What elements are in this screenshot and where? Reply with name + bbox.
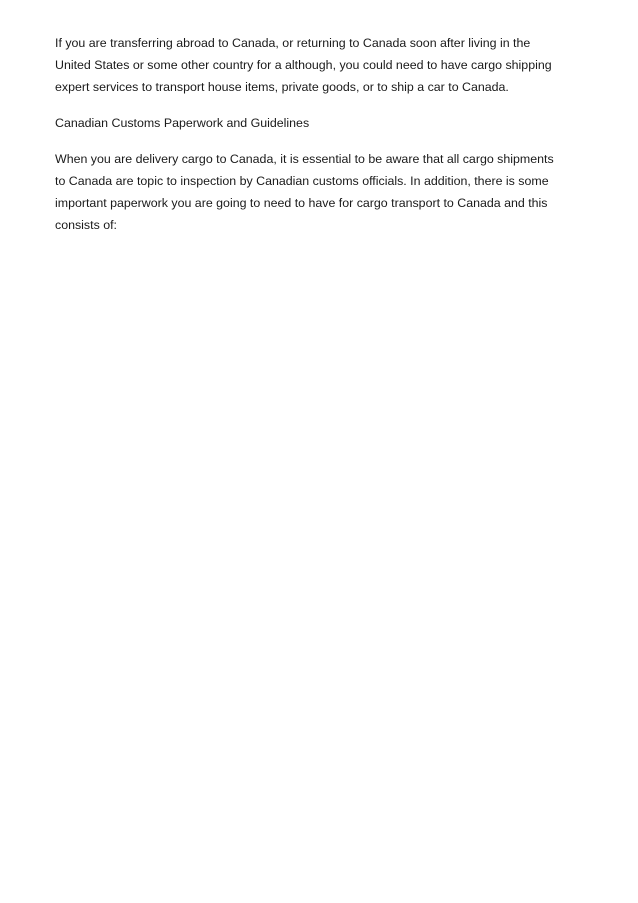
body-paragraph (55, 148, 580, 236)
body-line-1: When you are delivery cargo to Canada, it is essential to be aware that all cargo shipments (55, 152, 554, 166)
body-line-2: to Canada are topic to inspection by Canadian customs officials. In addition, there is some (55, 174, 549, 188)
body-line-4: consists of: (55, 218, 117, 232)
document-body (55, 32, 580, 250)
body-line-3: important paperwork you are going to need to have for cargo transport to Canada and this (55, 196, 548, 210)
section-heading (55, 112, 580, 134)
intro-line-2: United States or some other country for a although, you could need to have cargo shipping (55, 58, 552, 72)
section-heading-text: Canadian Customs Paperwork and Guidelines (55, 116, 310, 130)
intro-line-3: expert services to transport house items, private goods, or to ship a car to Canada. (55, 80, 509, 94)
intro-paragraph (55, 32, 580, 98)
intro-line-1: If you are transferring abroad to Canada, or returning to Canada soon after living in the (55, 36, 531, 50)
